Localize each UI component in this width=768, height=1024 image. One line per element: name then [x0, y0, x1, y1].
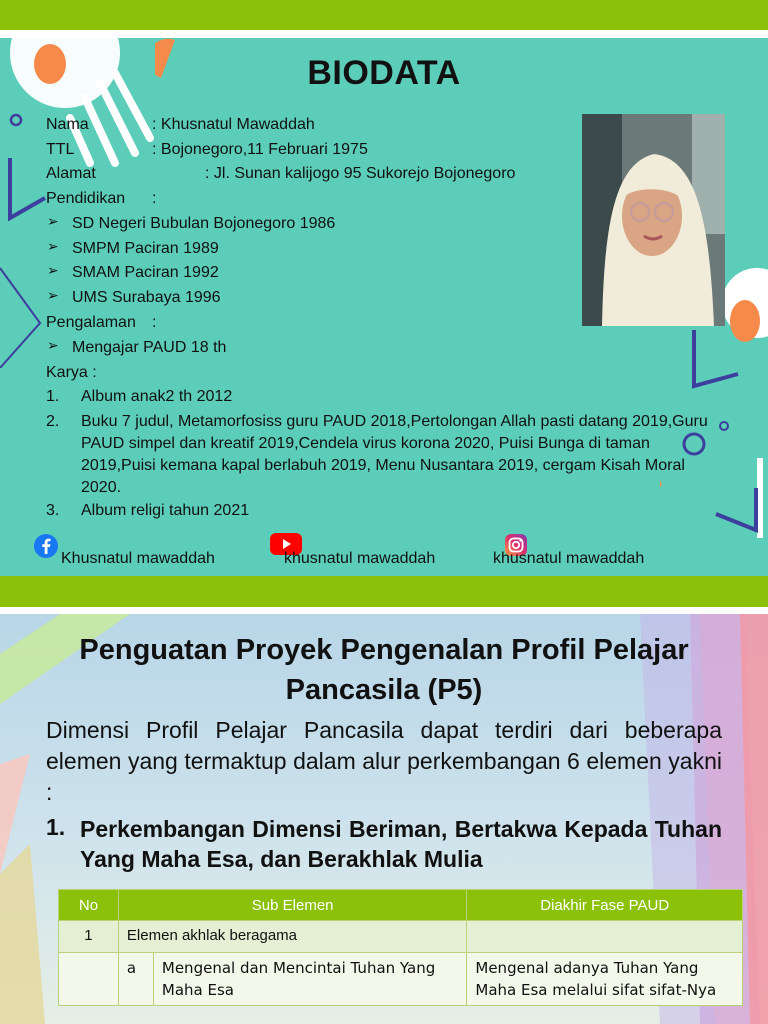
- row-fase: Mengenal adanya Tuhan Yang Maha Esa melalui sifat sifat-Nya: [467, 953, 743, 1006]
- youtube-name[interactable]: khusnatul mawaddah: [284, 550, 436, 567]
- arrow-bullet-icon: ➢: [47, 213, 59, 229]
- row-number-empty: [59, 953, 119, 1006]
- alamat-value: : Jl. Sunan kalijogo 95 Sukorejo Bojonegoro: [205, 165, 516, 182]
- row-number: 1: [59, 921, 119, 953]
- table-header-row: [59, 890, 743, 921]
- pendidikan-label: Pendidikan: [46, 190, 126, 207]
- pendidikan-colon: :: [152, 190, 157, 207]
- arrow-bullet-icon: ➢: [47, 337, 59, 353]
- arrow-bullet-icon: ➢: [47, 238, 59, 254]
- facebook-icon[interactable]: [34, 534, 58, 558]
- arrow-bullet-icon: ➢: [47, 262, 59, 278]
- pendidikan-item: UMS Surabaya 1996: [72, 289, 221, 306]
- row-sub-element: Mengenal dan Mencintai Tuhan Yang Maha Esa: [153, 953, 467, 1006]
- facebook-name[interactable]: Khusnatul mawaddah: [61, 550, 215, 567]
- bottom-green-bar: [0, 576, 768, 607]
- karya-number: 3.: [46, 502, 60, 519]
- p5-intro: Dimensi Profil Pelajar Pancasila dapat terdiri dari beberapa elemen yang termaktup dalam alur perkembangan 6 elemen yakni :: [46, 717, 722, 805]
- arrow-bullet-icon: ➢: [47, 287, 59, 303]
- p5-title: Penguatan Proyek Pengenalan Profil Pelajar Pancasila (P5): [79, 634, 689, 706]
- point-heading: Perkembangan Dimensi Beriman, Bertakwa Kepada Tuhan Yang Maha Esa, dan Berakhlak Mulia: [80, 816, 722, 872]
- column-header-fase: Diakhir Fase PAUD: [467, 890, 743, 921]
- pengalaman-label: Pengalaman: [46, 314, 136, 331]
- karya-number: 1.: [46, 388, 60, 405]
- column-header-sub-elemen: Sub Elemen: [118, 890, 466, 921]
- ttl-label: TTL: [46, 141, 75, 158]
- sub-element-table: [58, 889, 743, 1006]
- pengalaman-colon: :: [152, 314, 157, 331]
- karya-item: Album religi tahun 2021: [81, 502, 250, 519]
- karya-item: Album anak2 th 2012: [81, 388, 233, 405]
- column-header-no: No: [59, 890, 119, 921]
- nama-label: Nama: [46, 116, 89, 133]
- point-number: 1.: [46, 814, 66, 840]
- row-letter: a: [118, 953, 153, 1006]
- table-row: [59, 921, 743, 953]
- pendidikan-item: SD Negeri Bubulan Bojonegoro 1986: [72, 215, 336, 232]
- ttl-value: : Bojonegoro,11 Februari 1975: [152, 141, 368, 158]
- karya-label: Karya :: [46, 364, 97, 381]
- row-fase: [467, 921, 743, 953]
- pengalaman-item: Mengajar PAUD 18 th: [72, 339, 227, 356]
- biodata-title: BIODATA: [307, 54, 461, 92]
- p5-slide: [0, 614, 768, 1024]
- alamat-label: Alamat: [46, 165, 96, 182]
- karya-number: 2.: [46, 413, 60, 430]
- top-green-bar: [0, 0, 768, 30]
- row-sub-element: Elemen akhlak beragama: [118, 921, 466, 953]
- pendidikan-item: SMPM Paciran 1989: [72, 240, 219, 257]
- instagram-name[interactable]: khusnatul mawaddah: [493, 550, 645, 567]
- nama-value: : Khusnatul Mawaddah: [152, 116, 315, 133]
- profile-photo: [582, 114, 725, 326]
- pendidikan-item: SMAM Paciran 1992: [72, 264, 219, 281]
- table-row: [59, 953, 743, 1006]
- karya-item: Buku 7 judul, Metamorfosiss guru PAUD 2018,Pertolongan Allah pasti datang 2019,Guru PAUD simpel dan kreatif 2019,Cendela virus korona 2020, Puisi Bunga di taman 2019,Puisi kemana kapal berlabuh 2019, Menu Nusantara 2019, cergam Kisah Moral 2020.: [81, 413, 708, 496]
